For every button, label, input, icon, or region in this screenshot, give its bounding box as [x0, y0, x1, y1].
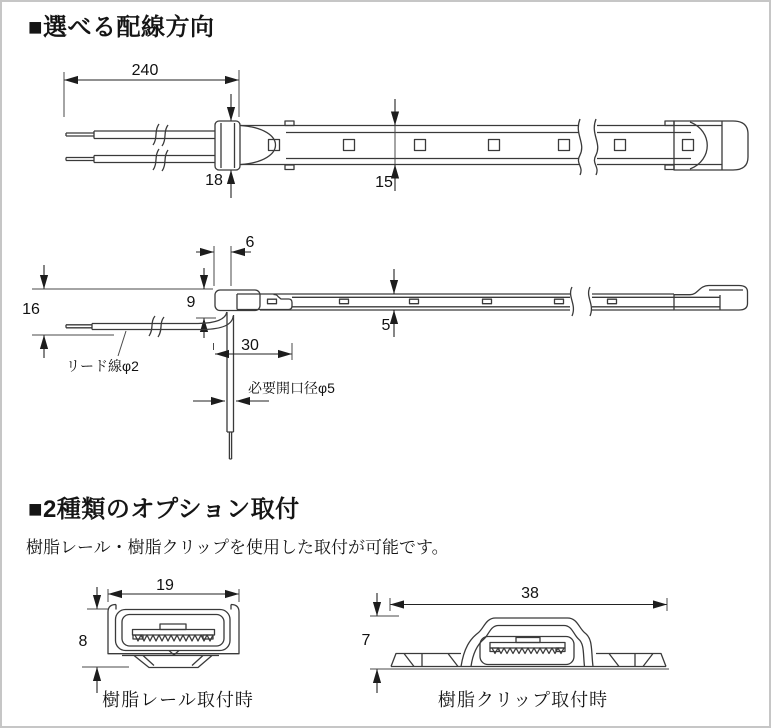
dim-16-label: 16 [22, 301, 40, 318]
lead-wire-label: リード線φ2 [66, 358, 139, 374]
section2-title: ■2種類のオプション取付 [28, 496, 300, 523]
side-view-drawing [32, 246, 748, 459]
section2-subtitle: 樹脂レール・樹脂クリップを使用した取付が可能です。 [26, 538, 449, 557]
top-view-drawing [64, 70, 748, 198]
dim-18-label: 18 [205, 172, 223, 189]
dim-9-label: 9 [186, 294, 196, 311]
rail-drawing [82, 587, 239, 693]
clip-width-label: 38 [521, 585, 539, 602]
opening-diameter-label: 必要開口径φ5 [248, 380, 335, 396]
clip-height-label: 7 [361, 632, 371, 649]
rail-caption: 樹脂レール取付時 [102, 690, 254, 710]
dim-240-label: 240 [131, 62, 159, 79]
rail-width-label: 19 [156, 577, 174, 594]
section1-title: ■選べる配線方向 [28, 14, 215, 41]
rail-height-label: 8 [78, 633, 88, 650]
dim-30-label: 30 [241, 337, 259, 354]
dim-15-label: 15 [375, 174, 393, 191]
clip-drawing [370, 593, 669, 693]
clip-caption: 樹脂クリップ取付時 [437, 690, 609, 710]
dim-6-label: 6 [245, 234, 255, 251]
dim-5-label: 5 [381, 317, 391, 334]
